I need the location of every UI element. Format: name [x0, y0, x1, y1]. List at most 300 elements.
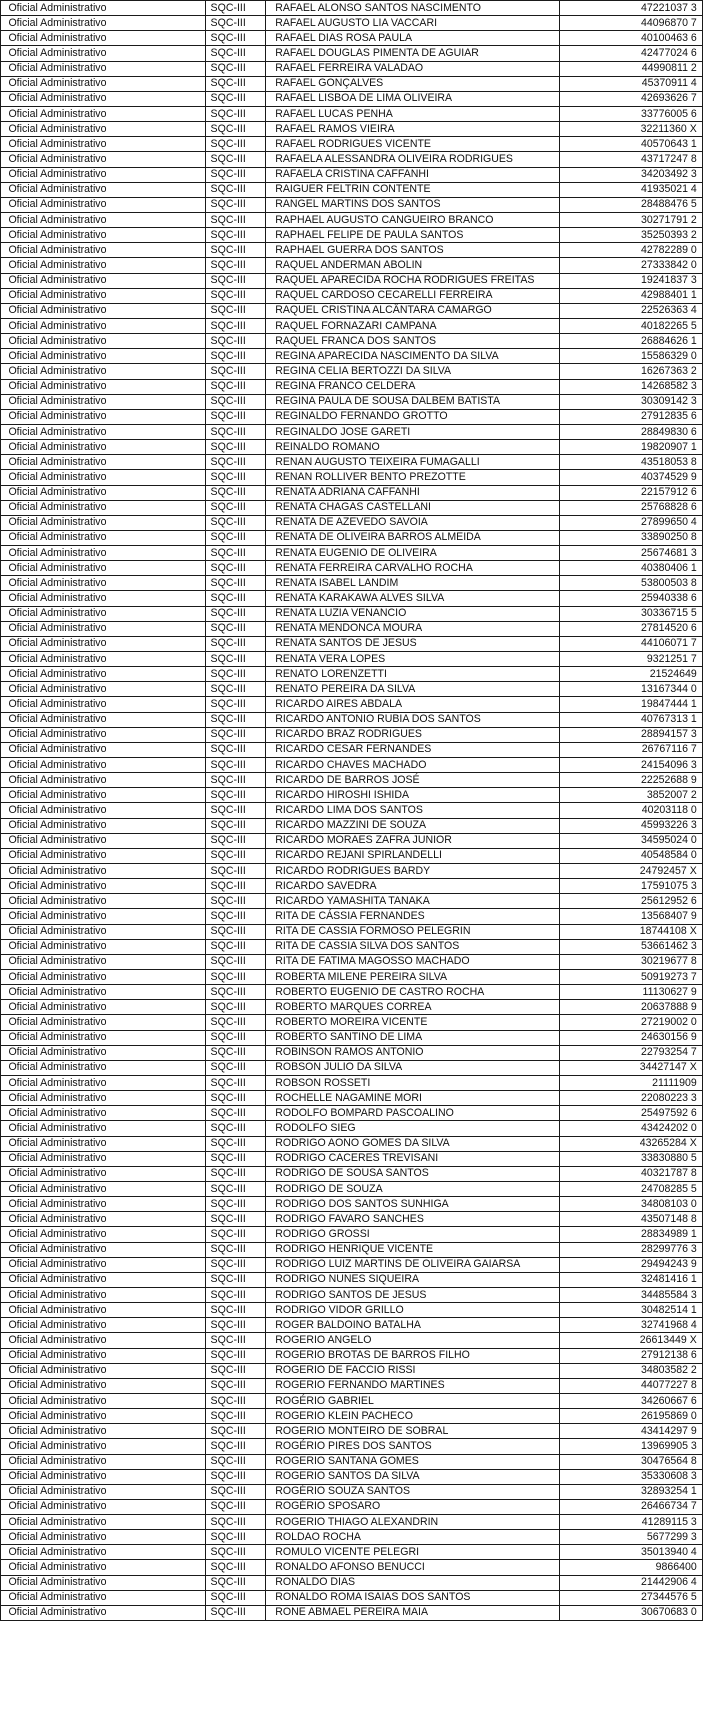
- table-row: [1, 152, 703, 167]
- cell-grade: SQC-III: [207, 16, 265, 31]
- cell-name: RAFAEL GONÇALVES: [271, 76, 553, 91]
- cell-grade: SQC-III: [207, 334, 265, 349]
- table-row: [1, 1106, 703, 1121]
- cell-id-number: 35250393 2: [562, 228, 699, 243]
- table-row: [1, 1212, 703, 1227]
- cell-name: RANGEL MARTINS DOS SANTOS: [271, 197, 553, 212]
- cell-grade: SQC-III: [207, 500, 265, 515]
- cell-grade: SQC-III: [207, 742, 265, 757]
- cell-id-number: 43518053 8: [562, 455, 699, 470]
- cell-role: Oficial Administrativo: [5, 864, 202, 879]
- cell-id-number: 42782289 0: [562, 243, 699, 258]
- table-row: [1, 1227, 703, 1242]
- cell-role: Oficial Administrativo: [5, 1303, 202, 1318]
- cell-id-number: 14268582 3: [562, 379, 699, 394]
- cell-grade: SQC-III: [207, 1363, 265, 1378]
- cell-name: REGINA FRANCO CELDERA: [271, 379, 553, 394]
- cell-role: Oficial Administrativo: [5, 1393, 202, 1408]
- table-row: [1, 1605, 703, 1620]
- cell-grade: SQC-III: [207, 864, 265, 879]
- cell-id-number: 25674681 3: [562, 546, 699, 561]
- cell-id-number: 25940338 6: [562, 591, 699, 606]
- cell-grade: SQC-III: [207, 46, 265, 61]
- cell-grade: SQC-III: [207, 833, 265, 848]
- cell-id-number: 50919273 7: [562, 970, 699, 985]
- cell-grade: SQC-III: [207, 1605, 265, 1620]
- table-row: [1, 273, 703, 288]
- cell-id-number: 29494243 9: [562, 1257, 699, 1272]
- cell-id-number: 44077227 8: [562, 1378, 699, 1393]
- cell-grade: SQC-III: [207, 682, 265, 697]
- table-row: [1, 500, 703, 515]
- cell-grade: SQC-III: [207, 1075, 265, 1090]
- cell-name: ROBERTA MILENE PEREIRA SILVA: [271, 970, 553, 985]
- table-row: [1, 122, 703, 137]
- cell-grade: SQC-III: [207, 985, 265, 1000]
- cell-id-number: 45993226 3: [562, 818, 699, 833]
- cell-name: RENATA LUZIA VENANCIO: [271, 606, 553, 621]
- cell-grade: SQC-III: [207, 1469, 265, 1484]
- table-row: [1, 470, 703, 485]
- cell-id-number: 44106071 7: [562, 636, 699, 651]
- table-row: [1, 909, 703, 924]
- table-row: [1, 1378, 703, 1393]
- cell-grade: SQC-III: [207, 1333, 265, 1348]
- cell-grade: SQC-III: [207, 424, 265, 439]
- cell-id-number: 35013940 4: [562, 1545, 699, 1560]
- cell-name: ROGÉRIO PIRES DOS SANTOS: [271, 1439, 553, 1454]
- cell-role: Oficial Administrativo: [5, 546, 202, 561]
- table-row: [1, 379, 703, 394]
- cell-role: Oficial Administrativo: [5, 1136, 202, 1151]
- cell-grade: SQC-III: [207, 409, 265, 424]
- cell-role: Oficial Administrativo: [5, 1560, 202, 1575]
- cell-name: ROBERTO SANTINO DE LIMA: [271, 1030, 553, 1045]
- cell-role: Oficial Administrativo: [5, 530, 202, 545]
- cell-name: RAFAELA ALESSANDRA OLIVEIRA RODRIGUES: [271, 152, 553, 167]
- cell-id-number: 34203492 3: [562, 167, 699, 182]
- cell-id-number: 26466734 7: [562, 1499, 699, 1514]
- cell-id-number: 44990811 2: [562, 61, 699, 76]
- cell-id-number: 19820907 1: [562, 440, 699, 455]
- cell-name: ROGERIO BROTAS DE BARROS FILHO: [271, 1348, 553, 1363]
- cell-name: ROGÉRIO GABRIEL: [271, 1393, 553, 1408]
- cell-grade: SQC-III: [207, 1303, 265, 1318]
- cell-id-number: 26613449 X: [562, 1333, 699, 1348]
- cell-grade: SQC-III: [207, 61, 265, 76]
- cell-role: Oficial Administrativo: [5, 1363, 202, 1378]
- cell-role: Oficial Administrativo: [5, 76, 202, 91]
- cell-grade: SQC-III: [207, 455, 265, 470]
- cell-id-number: 22157912 6: [562, 485, 699, 500]
- cell-grade: SQC-III: [207, 91, 265, 106]
- cell-id-number: 34595024 0: [562, 833, 699, 848]
- cell-name: RENAN ROLLIVER BENTO PREZOTTE: [271, 470, 553, 485]
- cell-role: Oficial Administrativo: [5, 1257, 202, 1272]
- cell-role: Oficial Administrativo: [5, 1318, 202, 1333]
- table-row: [1, 1151, 703, 1166]
- table-row: [1, 1424, 703, 1439]
- cell-id-number: 30271791 2: [562, 212, 699, 227]
- cell-role: Oficial Administrativo: [5, 1121, 202, 1136]
- table-row: [1, 1197, 703, 1212]
- cell-name: RAFAEL FERREIRA VALADAO: [271, 61, 553, 76]
- cell-name: RENATA EUGENIO DE OLIVEIRA: [271, 546, 553, 561]
- cell-id-number: 28849830 6: [562, 424, 699, 439]
- cell-id-number: 34427147 X: [562, 1060, 699, 1075]
- cell-id-number: 22526363 4: [562, 303, 699, 318]
- cell-grade: SQC-III: [207, 879, 265, 894]
- cell-role: Oficial Administrativo: [5, 470, 202, 485]
- cell-role: Oficial Administrativo: [5, 561, 202, 576]
- cell-grade: SQC-III: [207, 1197, 265, 1212]
- cell-name: ROBSON ROSSETI: [271, 1075, 553, 1090]
- table-row: [1, 1590, 703, 1605]
- table-row: [1, 712, 703, 727]
- table-row: [1, 228, 703, 243]
- cell-grade: SQC-III: [207, 1060, 265, 1075]
- cell-role: Oficial Administrativo: [5, 379, 202, 394]
- cell-name: RODRIGO DOS SANTOS SUNHIGA: [271, 1197, 553, 1212]
- cell-role: Oficial Administrativo: [5, 1060, 202, 1075]
- cell-id-number: 11130627 9: [562, 985, 699, 1000]
- staff-table-body: [1, 1, 703, 1621]
- cell-name: RAQUEL FRANCA DOS SANTOS: [271, 334, 553, 349]
- cell-name: ROBSON JULIO DA SILVA: [271, 1060, 553, 1075]
- cell-role: Oficial Administrativo: [5, 621, 202, 636]
- table-row: [1, 848, 703, 863]
- cell-name: RODOLFO BOMPARD PASCOALINO: [271, 1106, 553, 1121]
- table-row: [1, 46, 703, 61]
- cell-role: Oficial Administrativo: [5, 1091, 202, 1106]
- cell-name: RENATA DE AZEVEDO SAVOIA: [271, 515, 553, 530]
- cell-name: RENAN AUGUSTO TEIXEIRA FUMAGALLI: [271, 455, 553, 470]
- cell-grade: SQC-III: [207, 894, 265, 909]
- cell-id-number: 13568407 9: [562, 909, 699, 924]
- cell-name: ROMULO VICENTE PELEGRI: [271, 1545, 553, 1560]
- cell-role: Oficial Administrativo: [5, 91, 202, 106]
- table-row: [1, 1333, 703, 1348]
- cell-name: RENATA MENDONCA MOURA: [271, 621, 553, 636]
- table-row: [1, 243, 703, 258]
- cell-grade: SQC-III: [207, 954, 265, 969]
- cell-grade: SQC-III: [207, 561, 265, 576]
- table-row: [1, 212, 703, 227]
- cell-grade: SQC-III: [207, 1, 265, 16]
- cell-name: ROGERIO THIAGO ALEXANDRIN: [271, 1515, 553, 1530]
- cell-role: Oficial Administrativo: [5, 394, 202, 409]
- cell-role: Oficial Administrativo: [5, 212, 202, 227]
- cell-grade: SQC-III: [207, 848, 265, 863]
- cell-name: RICARDO CESAR FERNANDES: [271, 742, 553, 757]
- table-row: [1, 1348, 703, 1363]
- cell-grade: SQC-III: [207, 727, 265, 742]
- cell-grade: SQC-III: [207, 394, 265, 409]
- cell-grade: SQC-III: [207, 1212, 265, 1227]
- cell-role: Oficial Administrativo: [5, 1045, 202, 1060]
- table-row: [1, 440, 703, 455]
- cell-role: Oficial Administrativo: [5, 500, 202, 515]
- cell-name: RITA DE FATIMA MAGOSSO MACHADO: [271, 954, 553, 969]
- cell-role: Oficial Administrativo: [5, 1015, 202, 1030]
- cell-id-number: 28894157 3: [562, 727, 699, 742]
- table-row: [1, 364, 703, 379]
- cell-role: Oficial Administrativo: [5, 1575, 202, 1590]
- cell-id-number: 27333842 0: [562, 258, 699, 273]
- cell-id-number: 28834989 1: [562, 1227, 699, 1242]
- cell-role: Oficial Administrativo: [5, 61, 202, 76]
- cell-grade: SQC-III: [207, 212, 265, 227]
- table-row: [1, 1469, 703, 1484]
- cell-grade: SQC-III: [207, 273, 265, 288]
- cell-id-number: 26195869 0: [562, 1409, 699, 1424]
- cell-id-number: 40182265 5: [562, 318, 699, 333]
- cell-name: RODRIGO NUNES SIQUEIRA: [271, 1272, 553, 1287]
- table-row: [1, 1166, 703, 1181]
- cell-grade: SQC-III: [207, 1242, 265, 1257]
- cell-grade: SQC-III: [207, 1121, 265, 1136]
- table-row: [1, 561, 703, 576]
- cell-id-number: 40570643 1: [562, 137, 699, 152]
- cell-grade: SQC-III: [207, 167, 265, 182]
- table-row: [1, 576, 703, 591]
- cell-role: Oficial Administrativo: [5, 1166, 202, 1181]
- cell-role: Oficial Administrativo: [5, 773, 202, 788]
- cell-role: Oficial Administrativo: [5, 1227, 202, 1242]
- cell-name: RICARDO ANTONIO RUBIA DOS SANTOS: [271, 712, 553, 727]
- cell-id-number: 9866400: [562, 1560, 699, 1575]
- cell-name: RAFAEL DIAS ROSA PAULA: [271, 31, 553, 46]
- cell-name: RODRIGO FAVARO SANCHES: [271, 1212, 553, 1227]
- cell-name: ROGERIO DE FACCIO RISSI: [271, 1363, 553, 1378]
- cell-grade: SQC-III: [207, 1484, 265, 1499]
- table-row: [1, 1363, 703, 1378]
- cell-name: RAPHAEL FELIPE DE PAULA SANTOS: [271, 228, 553, 243]
- cell-role: Oficial Administrativo: [5, 954, 202, 969]
- table-row: [1, 1242, 703, 1257]
- cell-id-number: 53661462 3: [562, 939, 699, 954]
- cell-name: REGINALDO FERNANDO GROTTO: [271, 409, 553, 424]
- cell-name: RITA DE CASSIA FORMOSO PELEGRIN: [271, 924, 553, 939]
- cell-name: RAFAEL LISBOA DE LIMA OLIVEIRA: [271, 91, 553, 106]
- cell-grade: SQC-III: [207, 485, 265, 500]
- cell-role: Oficial Administrativo: [5, 455, 202, 470]
- cell-id-number: 40380406 1: [562, 561, 699, 576]
- table-row: [1, 1575, 703, 1590]
- cell-grade: SQC-III: [207, 636, 265, 651]
- table-row: [1, 182, 703, 197]
- cell-id-number: 20637888 9: [562, 1000, 699, 1015]
- cell-id-number: 33776005 6: [562, 106, 699, 121]
- cell-role: Oficial Administrativo: [5, 970, 202, 985]
- table-row: [1, 1409, 703, 1424]
- cell-grade: SQC-III: [207, 303, 265, 318]
- cell-id-number: 32741968 4: [562, 1318, 699, 1333]
- cell-id-number: 30309142 3: [562, 394, 699, 409]
- cell-role: Oficial Administrativo: [5, 712, 202, 727]
- cell-name: RODOLFO SIEG: [271, 1121, 553, 1136]
- cell-name: RITA DE CASSIA SILVA DOS SANTOS: [271, 939, 553, 954]
- cell-role: Oficial Administrativo: [5, 409, 202, 424]
- cell-name: REGINALDO JOSE GARETI: [271, 424, 553, 439]
- cell-id-number: 18744108 X: [562, 924, 699, 939]
- table-row: [1, 1560, 703, 1575]
- cell-id-number: 27899650 4: [562, 515, 699, 530]
- cell-grade: SQC-III: [207, 152, 265, 167]
- cell-id-number: 43265284 X: [562, 1136, 699, 1151]
- cell-id-number: 41935021 4: [562, 182, 699, 197]
- cell-name: RENATA SANTOS DE JESUS: [271, 636, 553, 651]
- cell-role: Oficial Administrativo: [5, 334, 202, 349]
- cell-id-number: 43717247 8: [562, 152, 699, 167]
- cell-role: Oficial Administrativo: [5, 1499, 202, 1514]
- cell-role: Oficial Administrativo: [5, 228, 202, 243]
- cell-id-number: 34485584 3: [562, 1287, 699, 1302]
- cell-role: Oficial Administrativo: [5, 591, 202, 606]
- cell-name: ROBINSON RAMOS ANTONIO: [271, 1045, 553, 1060]
- table-row: [1, 197, 703, 212]
- table-row: [1, 803, 703, 818]
- table-row: [1, 334, 703, 349]
- cell-role: Oficial Administrativo: [5, 349, 202, 364]
- cell-grade: SQC-III: [207, 1136, 265, 1151]
- cell-grade: SQC-III: [207, 1348, 265, 1363]
- cell-role: Oficial Administrativo: [5, 318, 202, 333]
- cell-role: Oficial Administrativo: [5, 122, 202, 137]
- table-row: [1, 167, 703, 182]
- cell-grade: SQC-III: [207, 1530, 265, 1545]
- cell-id-number: 22252688 9: [562, 773, 699, 788]
- cell-name: RICARDO HIROSHI ISHIDA: [271, 788, 553, 803]
- table-row: [1, 409, 703, 424]
- table-row: [1, 530, 703, 545]
- cell-role: Oficial Administrativo: [5, 1333, 202, 1348]
- cell-grade: SQC-III: [207, 137, 265, 152]
- cell-role: Oficial Administrativo: [5, 1287, 202, 1302]
- cell-id-number: 33830880 5: [562, 1151, 699, 1166]
- cell-role: Oficial Administrativo: [5, 1590, 202, 1605]
- table-row: [1, 1439, 703, 1454]
- cell-grade: SQC-III: [207, 440, 265, 455]
- table-row: [1, 61, 703, 76]
- table-row: [1, 515, 703, 530]
- cell-role: Oficial Administrativo: [5, 243, 202, 258]
- cell-grade: SQC-III: [207, 288, 265, 303]
- table-row: [1, 1499, 703, 1514]
- table-row: [1, 954, 703, 969]
- cell-id-number: 22080223 3: [562, 1091, 699, 1106]
- table-row: [1, 939, 703, 954]
- cell-id-number: 21442906 4: [562, 1575, 699, 1590]
- cell-name: RICARDO AIRES ABDALA: [271, 697, 553, 712]
- cell-id-number: 41289115 3: [562, 1515, 699, 1530]
- cell-id-number: 19847444 1: [562, 697, 699, 712]
- cell-role: Oficial Administrativo: [5, 167, 202, 182]
- cell-role: Oficial Administrativo: [5, 1348, 202, 1363]
- table-row: [1, 1, 703, 16]
- cell-grade: SQC-III: [207, 1499, 265, 1514]
- cell-grade: SQC-III: [207, 1000, 265, 1015]
- cell-name: RONALDO DIAS: [271, 1575, 553, 1590]
- cell-name: RODRIGO SANTOS DE JESUS: [271, 1287, 553, 1302]
- table-row: [1, 652, 703, 667]
- cell-name: RENATA VERA LOPES: [271, 652, 553, 667]
- cell-id-number: 27912835 6: [562, 409, 699, 424]
- cell-id-number: 25612952 6: [562, 894, 699, 909]
- cell-role: Oficial Administrativo: [5, 1454, 202, 1469]
- cell-id-number: 16267363 2: [562, 364, 699, 379]
- table-row: [1, 303, 703, 318]
- cell-grade: SQC-III: [207, 1106, 265, 1121]
- table-row: [1, 424, 703, 439]
- cell-grade: SQC-III: [207, 1287, 265, 1302]
- cell-name: RAPHAEL AUGUSTO CANGUEIRO BRANCO: [271, 212, 553, 227]
- cell-name: RICARDO DE BARROS JOSÉ: [271, 773, 553, 788]
- cell-role: Oficial Administrativo: [5, 848, 202, 863]
- table-row: [1, 1075, 703, 1090]
- cell-name: RICARDO LIMA DOS SANTOS: [271, 803, 553, 818]
- cell-grade: SQC-III: [207, 1030, 265, 1045]
- table-row: [1, 682, 703, 697]
- cell-role: Oficial Administrativo: [5, 697, 202, 712]
- cell-role: Oficial Administrativo: [5, 31, 202, 46]
- cell-id-number: 28488476 5: [562, 197, 699, 212]
- cell-id-number: 19241837 3: [562, 273, 699, 288]
- table-row: [1, 697, 703, 712]
- cell-role: Oficial Administrativo: [5, 273, 202, 288]
- table-row: [1, 1454, 703, 1469]
- table-row: [1, 924, 703, 939]
- cell-name: RODRIGO HENRIQUE VICENTE: [271, 1242, 553, 1257]
- cell-name: REGINA PAULA DE SOUSA DALBEM BATISTA: [271, 394, 553, 409]
- cell-name: ROBERTO MOREIRA VICENTE: [271, 1015, 553, 1030]
- cell-id-number: 33890250 8: [562, 530, 699, 545]
- cell-name: RENATO LORENZETTI: [271, 667, 553, 682]
- cell-role: Oficial Administrativo: [5, 1378, 202, 1393]
- table-row: [1, 1030, 703, 1045]
- table-row: [1, 106, 703, 121]
- cell-id-number: 9321251 7: [562, 652, 699, 667]
- cell-id-number: 32481416 1: [562, 1272, 699, 1287]
- cell-grade: SQC-III: [207, 515, 265, 530]
- table-row: [1, 1530, 703, 1545]
- cell-grade: SQC-III: [207, 1091, 265, 1106]
- cell-id-number: 40100463 6: [562, 31, 699, 46]
- cell-id-number: 25497592 6: [562, 1106, 699, 1121]
- cell-grade: SQC-III: [207, 909, 265, 924]
- cell-name: RAPHAEL GUERRA DOS SANTOS: [271, 243, 553, 258]
- cell-name: RODRIGO DE SOUSA SANTOS: [271, 1166, 553, 1181]
- cell-role: Oficial Administrativo: [5, 742, 202, 757]
- cell-id-number: 30482514 1: [562, 1303, 699, 1318]
- cell-grade: SQC-III: [207, 1272, 265, 1287]
- cell-role: Oficial Administrativo: [5, 106, 202, 121]
- cell-role: Oficial Administrativo: [5, 1484, 202, 1499]
- cell-id-number: 32893254 1: [562, 1484, 699, 1499]
- cell-name: ROGERIO MONTEIRO DE SOBRAL: [271, 1424, 553, 1439]
- table-row: [1, 864, 703, 879]
- cell-grade: SQC-III: [207, 621, 265, 636]
- cell-role: Oficial Administrativo: [5, 758, 202, 773]
- cell-role: Oficial Administrativo: [5, 833, 202, 848]
- cell-grade: SQC-III: [207, 712, 265, 727]
- cell-grade: SQC-III: [207, 349, 265, 364]
- cell-name: RODRIGO CACERES TREVISANI: [271, 1151, 553, 1166]
- cell-role: Oficial Administrativo: [5, 1409, 202, 1424]
- cell-name: RENATA FERREIRA CARVALHO ROCHA: [271, 561, 553, 576]
- cell-role: Oficial Administrativo: [5, 1469, 202, 1484]
- table-row: [1, 621, 703, 636]
